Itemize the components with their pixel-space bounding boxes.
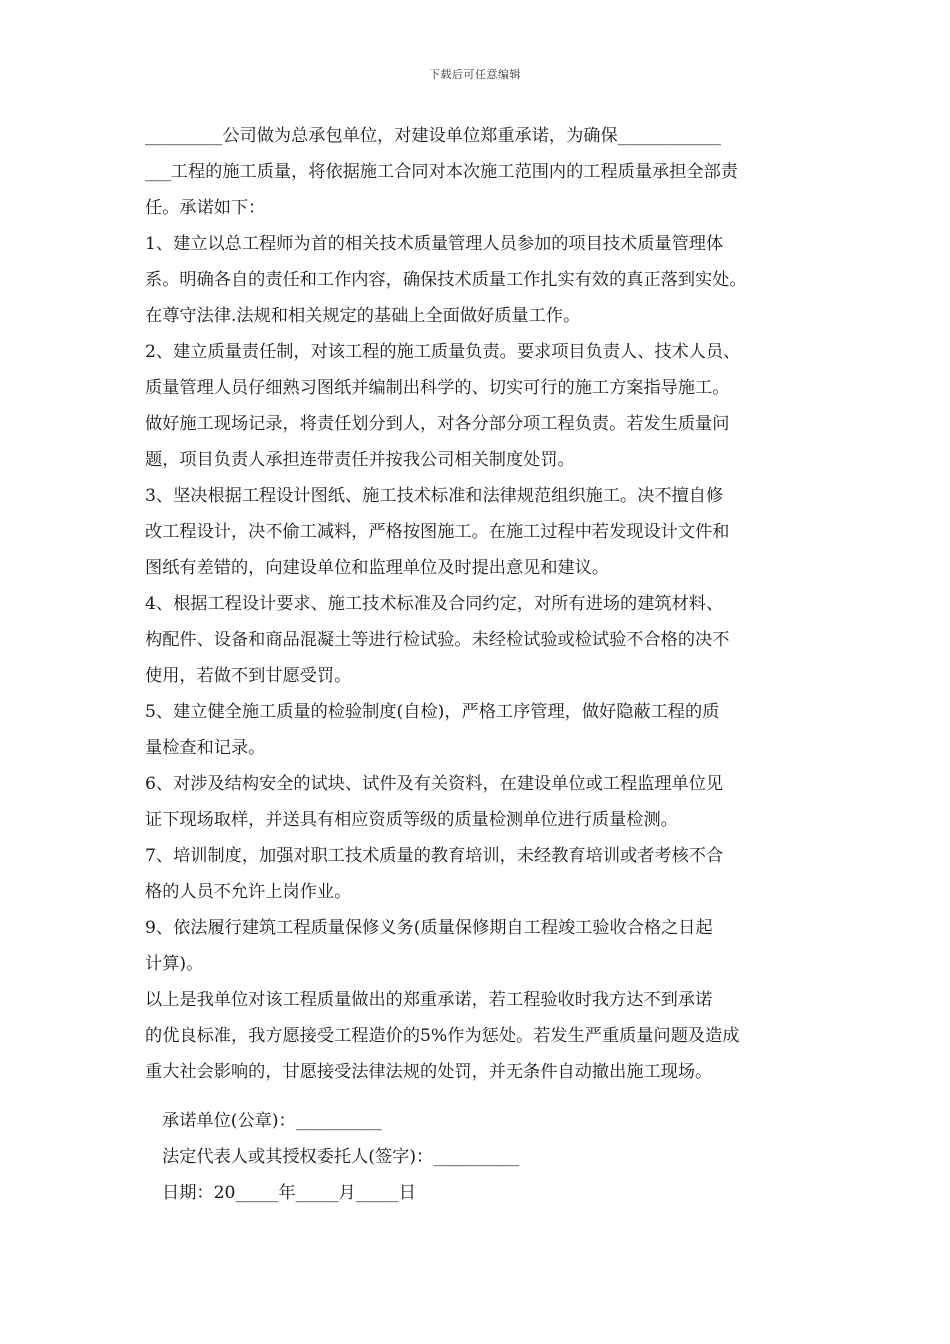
text-line: 5、建立健全施工质量的检验制度(自检)，严格工序管理，做好隐蔽工程的质 (145, 702, 720, 722)
text-line: 在尊守法律.法规和相关规定的基础上全面做好质量工作。 (145, 306, 581, 326)
signature-unit-line: 承诺单位(公章)：__________ (162, 1111, 382, 1131)
signature-representative-line: 法定代表人或其授权委托人(签字)：__________ (162, 1147, 520, 1167)
text-line: 图纸有差错的，向建设单位和监理单位及时提出意见和建议。 (145, 558, 610, 578)
text-line: 4、根据工程设计要求、施工技术标准及合同约定，对所有进场的建筑材料、 (145, 594, 724, 614)
text-line: 6、对涉及结构安全的试块、试件及有关资料，在建设单位或工程监理单位见 (145, 774, 724, 794)
text-line: 的优良标准，我方愿接受工程造价的5%作为惩处。若发生严重质量问题及造成 (145, 1026, 740, 1046)
text-line: 做好施工现场记录，将责任划分到人，对各分部分项工程负责。若发生质量问 (145, 414, 730, 434)
text-line: 量检查和记录。 (145, 738, 266, 758)
text-line: 证下现场取样，并送具有相应资质等级的质量检测单位进行质量检测。 (145, 810, 678, 830)
text-line: 题，项目负责人承担连带责任并按我公司相关制度处罚。 (145, 450, 575, 470)
text-line: 格的人员不允许上岗作业。 (145, 882, 352, 902)
text-line: 任。承诺如下： (145, 198, 266, 218)
text-line: 构配件、设备和商品混凝土等进行检试验。未经检试验或检试验不合格的决不 (145, 630, 730, 650)
text-line: 计算)。 (145, 954, 204, 974)
text-line: 1、建立以总工程师为首的相关技术质量管理人员参加的项目技术质量管理体 (145, 234, 724, 254)
text-line: 系。明确各自的责任和工作内容，确保技术质量工作扎实有效的真正落到实处。 (145, 270, 747, 290)
text-line: 重大社会影响的，甘愿接受法律法规的处罚，并无条件自动撤出施工现场。 (145, 1062, 713, 1082)
text-line: 以上是我单位对该工程质量做出的郑重承诺，若工程验收时我方达不到承诺 (145, 990, 713, 1010)
text-line: 质量管理人员仔细熟习图纸并编制出科学的、切实可行的施工方案指导施工。 (145, 378, 730, 398)
text-line: 3、坚决根据工程设计图纸、施工技术标准和法律规范组织施工。决不擅自修 (145, 486, 724, 506)
text-line: 使用，若做不到甘愿受罚。 (145, 666, 352, 686)
text-line: 2、建立质量责任制，对该工程的施工质量负责。要求项目负责人、技术人员、 (145, 342, 741, 362)
document-body (145, 118, 815, 1090)
text-line: ___工程的施工质量，将依据施工合同对本次施工范围内的工程质量承担全部责 (145, 162, 738, 182)
text-line: _________公司做为总承包单位，对建设单位郑重承诺，为确保____________ (145, 126, 721, 146)
page-header: 下载后可任意编辑 (429, 68, 521, 81)
text-line: 9、依法履行建筑工程质量保修义务(质量保修期自工程竣工验收合格之日起 (145, 918, 713, 938)
text-line: 改工程设计，决不偷工减料，严格按图施工。在施工过程中若发现设计文件和 (145, 522, 730, 542)
text-line: 7、培训制度，加强对职工技术质量的教育培训，未经教育培训或者考核不合 (145, 846, 724, 866)
signature-date-line: 日期：20_____年_____月_____日 (162, 1183, 416, 1203)
